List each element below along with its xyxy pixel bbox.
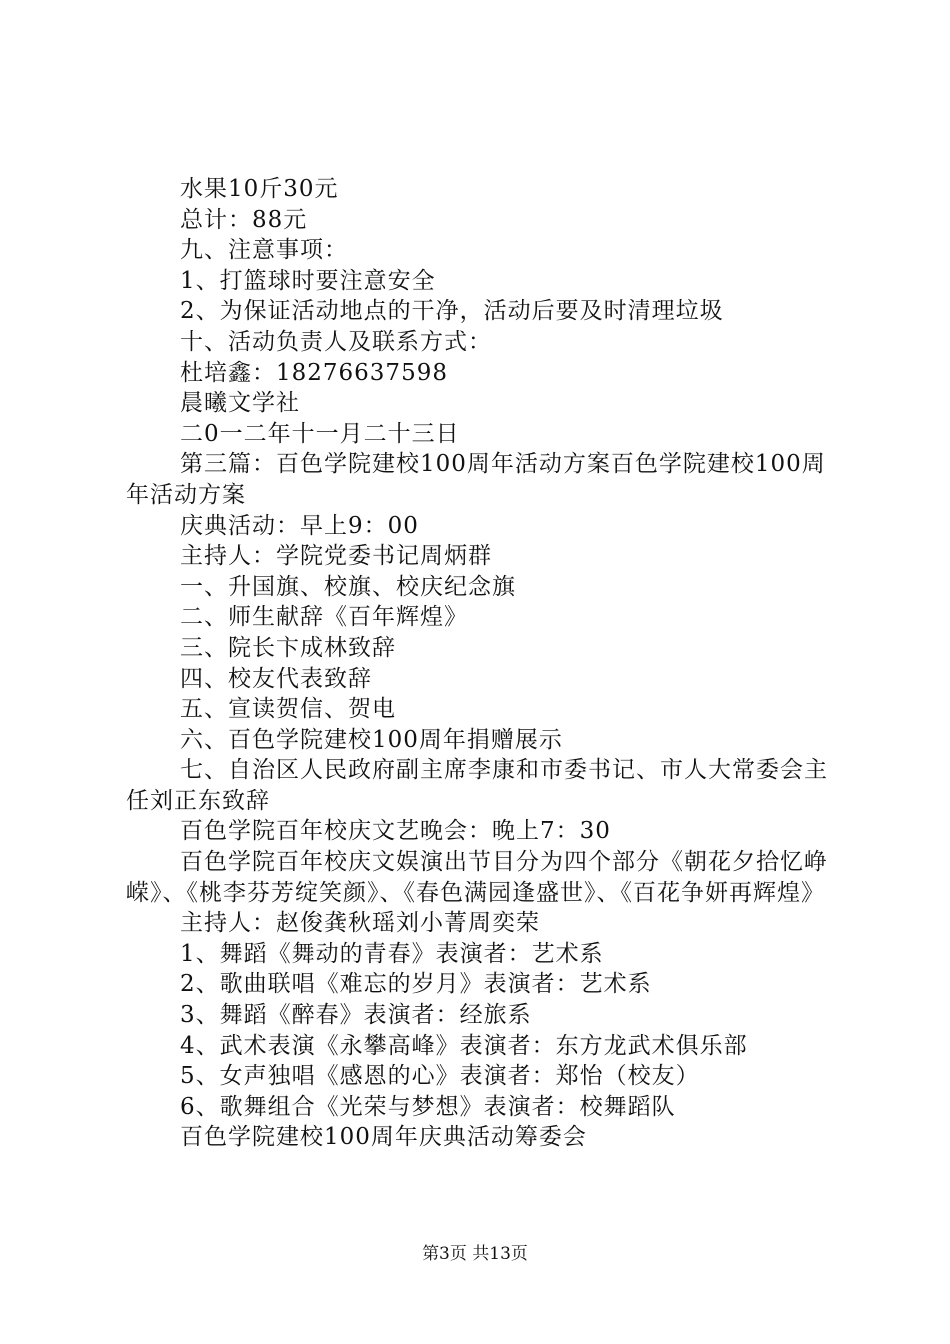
ceremony-item-7: 七、自治区人民政府副主席李康和市委书记、市人大常委会主任刘正东致辞	[126, 757, 828, 814]
program-item-2: 2、歌曲联唱《难忘的岁月》表演者：艺术系	[180, 971, 652, 998]
gala-hosts: 主持人：赵俊龚秋瑶刘小菁周奕荣	[180, 910, 540, 937]
document-date: 二0一二年十一月二十三日	[180, 420, 460, 447]
ceremony-time: 庆典活动：早上9：00	[180, 512, 419, 539]
gala-time: 百色学院百年校庆文艺晚会：晚上7：30	[180, 818, 611, 845]
note-item-2: 2、为保证活动地点的干净，活动后要及时清理垃圾	[180, 298, 724, 325]
document-body	[126, 174, 836, 1153]
section-heading-notes: 九、注意事项：	[180, 237, 348, 264]
note-item-1: 1、打篮球时要注意安全	[180, 267, 436, 294]
text-line-fruit: 水果10斤30元	[180, 176, 339, 202]
section-heading-contact: 十、活动负责人及联系方式：	[180, 328, 492, 355]
program-item-4: 4、武术表演《永攀高峰》表演者：东方龙武术俱乐部	[180, 1032, 748, 1059]
ceremony-item-4: 四、校友代表致辞	[180, 665, 372, 692]
ceremony-host: 主持人：学院党委书记周炳群	[180, 543, 492, 570]
gala-description: 百色学院百年校庆文娱演出节目分为四个部分《朝花夕拾忆峥嵘》、《桃李芬芳绽笑颜》、《春色满园逢盛世》、《百花争妍再辉煌》	[126, 849, 828, 906]
contact-person: 杜培鑫：18276637598	[180, 359, 448, 386]
program-item-6: 6、歌舞组合《光荣与梦想》表演者：校舞蹈队	[180, 1093, 676, 1120]
ceremony-item-3: 三、院长卞成林致辞	[180, 634, 396, 661]
ceremony-item-1: 一、升国旗、校旗、校庆纪念旗	[180, 573, 516, 600]
ceremony-item-5: 五、宣读贺信、贺电	[180, 696, 396, 723]
text-line-total: 总计：88元	[180, 206, 308, 233]
chapter-title: 第三篇：百色学院建校100周年活动方案百色学院建校100周年活动方案	[126, 451, 826, 508]
signature-committee: 百色学院建校100周年庆典活动筹委会	[180, 1124, 587, 1151]
program-item-3: 3、舞蹈《醉春》表演者：经旅系	[180, 1002, 532, 1029]
program-item-1: 1、舞蹈《舞动的青春》表演者：艺术系	[180, 940, 604, 967]
program-item-5: 5、女声独唱《感恩的心》表演者：郑怡（校友）	[180, 1063, 700, 1090]
ceremony-item-2: 二、师生献辞《百年辉煌》	[180, 604, 468, 631]
organization-name: 晨曦文学社	[180, 390, 300, 417]
ceremony-item-6: 六、百色学院建校100周年捐赠展示	[180, 726, 563, 753]
page-number-footer: 第3页 共13页	[422, 1244, 528, 1264]
